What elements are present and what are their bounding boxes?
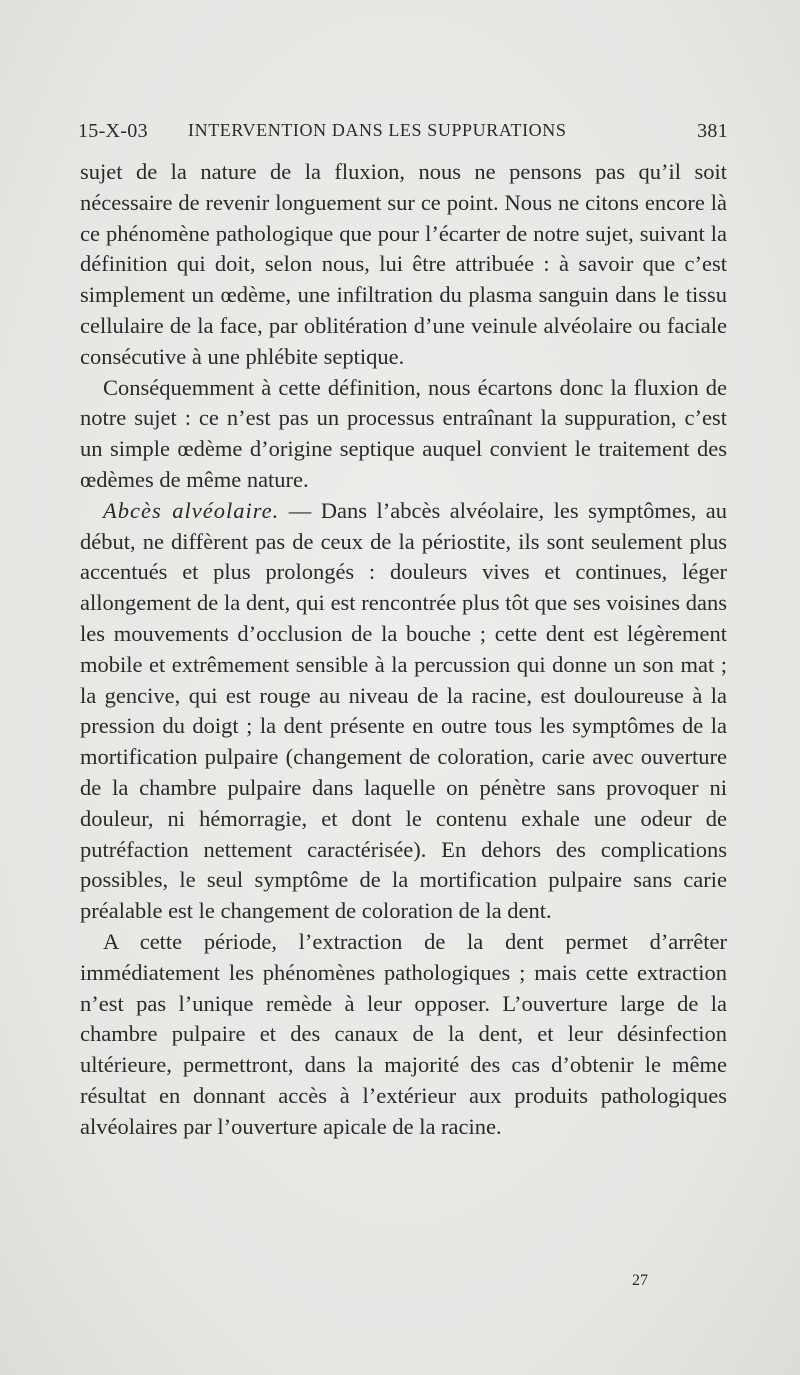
header-date: 15-X-03 <box>78 120 148 142</box>
paragraph-3-text: — Dans l’abcès alvéolaire, les symptômes, au début, ne diffèrent pas de ceux de la périostite, ils sont seulement plus accentués et plus prolongés : douleurs vives et continues, léger allongement de la dent, qui est rencontrée plus tôt que ses voisines dans les mouvements d’occlusion de la bouche ; cette dent est légèrement mobile et extrêmement sensible à la percussion qui donne un son mat ; la gencive, qui est rouge au niveau de la racine, est douloureuse à la pression du doigt ; la dent présente en outre tous les symptômes de la mortification pulpaire (changement de coloration, carie avec ouverture de la chambre pulpaire dans laquelle on pénètre sans provoquer ni douleur, ni hémorragie, et dont le contenu exhale une odeur de putréfaction nettement caractérisée). En dehors des complications possibles, le seul symptôme de la mortification pulpaire sans carie préalable est le changement de coloration de la dent. <box>80 497 727 924</box>
section-heading: Abcès alvéolaire. <box>103 497 280 523</box>
paragraph-3 <box>80 496 727 927</box>
running-header <box>78 120 728 146</box>
paragraph-1: sujet de la nature de la fluxion, nous ne pensons pas qu’il soit nécessaire de revenir longuement sur ce point. Nous ne citons encore là ce phénomène pathologique que pour l’écarter de notre sujet, suivant la définition qui doit, selon nous, lui être attribuée : à savoir que c’est simplement un œdème, une infiltration du plasma sanguin dans le tissu cellulaire de la face, par oblitération d’une veinule alvéolaire ou faciale consécutive à une phlébite septique. <box>80 159 727 369</box>
page-number: 381 <box>697 120 728 142</box>
body-text <box>80 157 727 1143</box>
signature-mark: 27 <box>632 1272 648 1289</box>
header-title: INTERVENTION DANS LES SUPPURATIONS <box>188 120 567 140</box>
paragraph-2: Conséquemment à cette définition, nous écartons donc la fluxion de notre sujet : ce n’est pas un processus entraînant la suppuration, c’est un simple œdème d’origine septique auquel convient le traitement des œdèmes de même nature. <box>80 374 727 492</box>
paragraph-4: A cette période, l’extraction de la dent permet d’arrêter immédiatement les phénomènes pathologiques ; mais cette extraction n’est pas l’unique remède à leur opposer. L’ouverture large de la chambre pulpaire et des canaux de la dent, et leur désinfection ultérieure, permettront, dans la majorité des cas d’obtenir le même résultat en donnant accès à l’extérieur aux produits pathologiques alvéolaires par l’ouverture apicale de la racine. <box>80 928 727 1139</box>
